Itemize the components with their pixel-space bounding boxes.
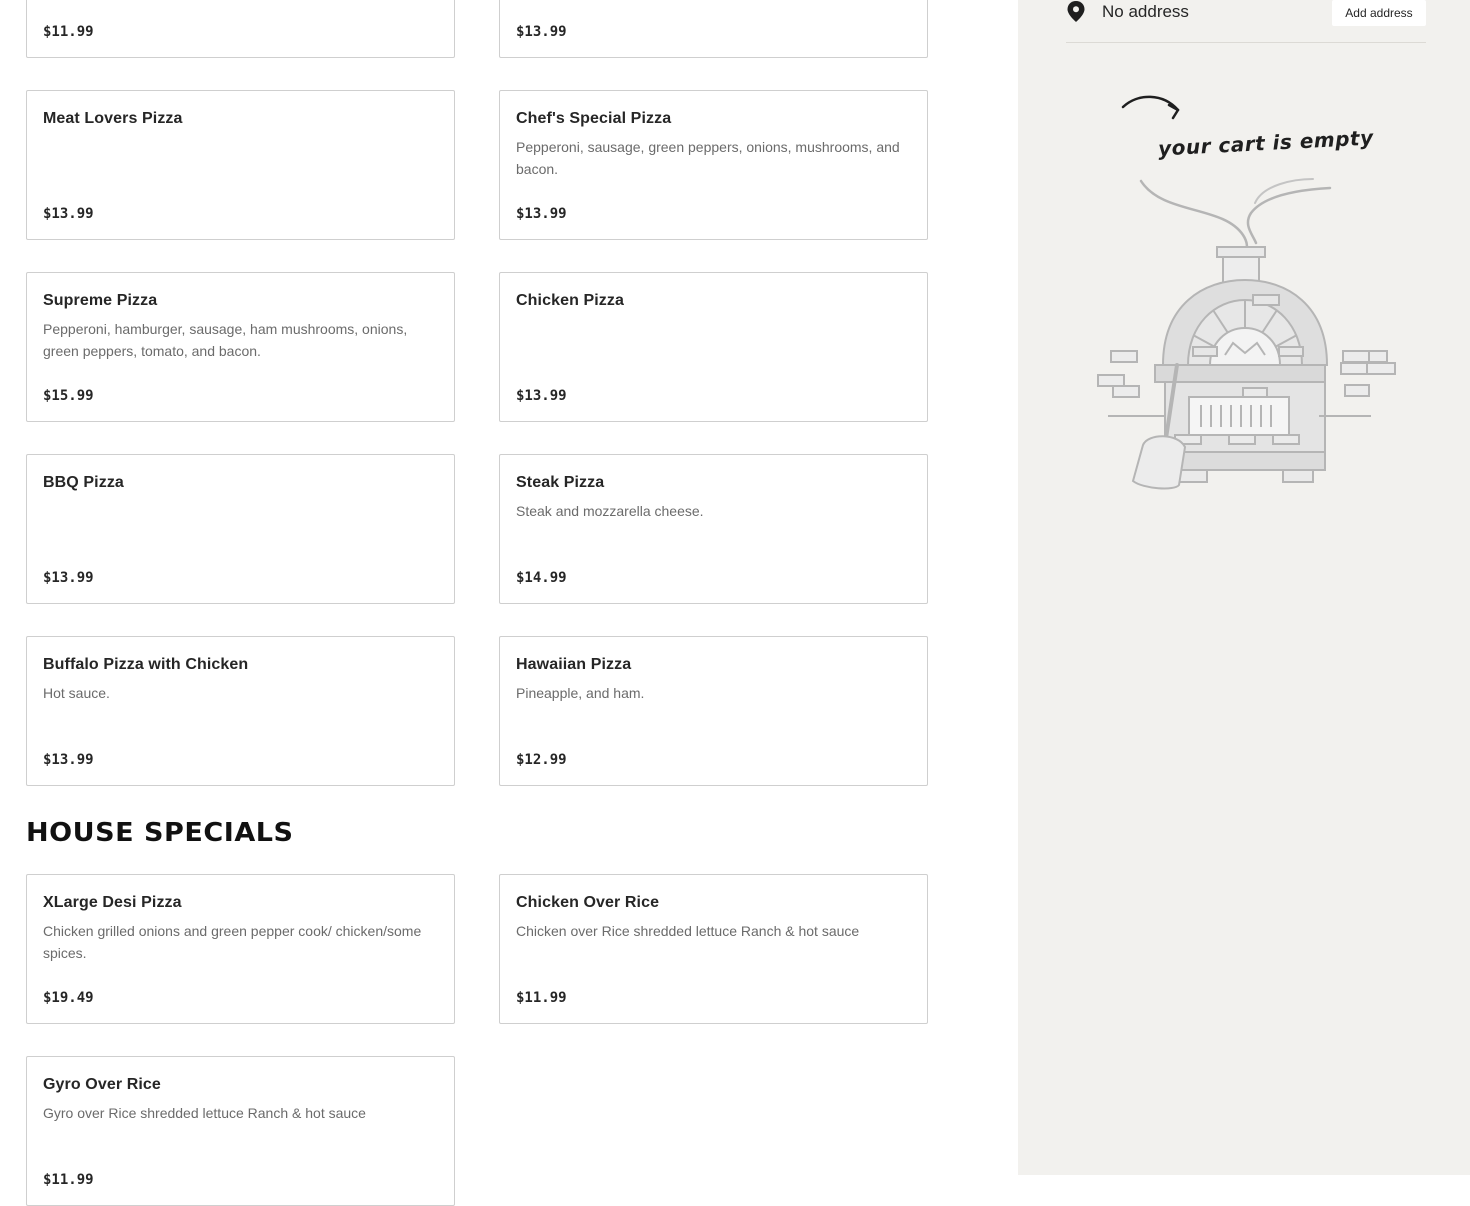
item-description: Pepperoni, hamburger, sausage, ham mushrooms, onions, green peppers, tomato, and bacon. — [43, 321, 408, 359]
item-name: Steak Pizza — [516, 474, 605, 491]
section-title-house-specials: HOUSE SPECIALS — [26, 818, 294, 848]
menu-item-card[interactable] — [499, 90, 928, 240]
item-name: Chicken Over Rice — [516, 894, 660, 911]
map-pin-icon — [1066, 0, 1086, 24]
item-price: $11.99 — [516, 990, 567, 1006]
item-description: Gyro over Rice shredded lettuce Ranch & hot sauce — [43, 1105, 366, 1121]
pizza-oven-illustration — [1093, 85, 1403, 505]
item-name: Hawaiian Pizza — [516, 656, 632, 673]
item-price: $15.99 — [43, 388, 94, 404]
item-price: $12.99 — [516, 752, 567, 768]
add-address-button[interactable]: Add address — [1332, 0, 1426, 26]
address-text: No address — [1102, 2, 1189, 21]
item-name: BBQ Pizza — [43, 474, 124, 491]
item-name: XLarge Desi Pizza — [43, 894, 182, 911]
menu-item-card[interactable] — [499, 454, 928, 604]
item-price: $11.99 — [43, 24, 94, 40]
menu-item-card[interactable] — [26, 90, 455, 240]
cart-empty-message: your cart is empty — [1157, 125, 1375, 161]
item-description: Pepperoni, sausage, green peppers, onions, mushrooms, and bacon. — [516, 139, 900, 177]
menu-item-card[interactable] — [26, 0, 455, 58]
item-price: $19.49 — [43, 990, 94, 1006]
menu-item-card[interactable] — [26, 272, 455, 422]
item-price: $13.99 — [43, 752, 94, 768]
item-name: Gyro Over Rice — [43, 1076, 161, 1093]
item-price: $11.99 — [43, 1172, 94, 1188]
item-description: Pineapple, and ham. — [516, 685, 645, 701]
item-description: Steak and mozzarella cheese. — [516, 503, 704, 519]
menu-item-card[interactable] — [26, 636, 455, 786]
menu-item-card[interactable] — [499, 272, 928, 422]
item-price: $13.99 — [43, 206, 94, 222]
item-description: Chicken over Rice shredded lettuce Ranch & hot sauce — [516, 923, 860, 939]
item-price: $13.99 — [43, 570, 94, 586]
menu-item-card[interactable] — [499, 0, 928, 58]
item-name: Supreme Pizza — [43, 292, 158, 309]
item-price: $13.99 — [516, 388, 567, 404]
menu-item-card[interactable] — [26, 1056, 455, 1206]
item-description: Hot sauce. — [43, 685, 110, 701]
item-description: Chicken grilled onions and green pepper cook/ chicken/some spices. — [43, 923, 422, 961]
item-name: Chef's Special Pizza — [516, 110, 672, 127]
item-price: $14.99 — [516, 570, 567, 586]
item-price: $13.99 — [516, 24, 567, 40]
menu-item-card[interactable] — [499, 874, 928, 1024]
delivery-address-row — [1066, 0, 1426, 43]
item-name: Meat Lovers Pizza — [43, 110, 183, 127]
cart-sidebar — [1018, 0, 1470, 1175]
menu-item-card[interactable] — [26, 874, 455, 1024]
item-price: $13.99 — [516, 206, 567, 222]
item-name: Chicken Pizza — [516, 292, 625, 309]
item-name: Buffalo Pizza with Chicken — [43, 656, 249, 673]
menu-item-card[interactable] — [499, 636, 928, 786]
menu-item-card[interactable] — [26, 454, 455, 604]
